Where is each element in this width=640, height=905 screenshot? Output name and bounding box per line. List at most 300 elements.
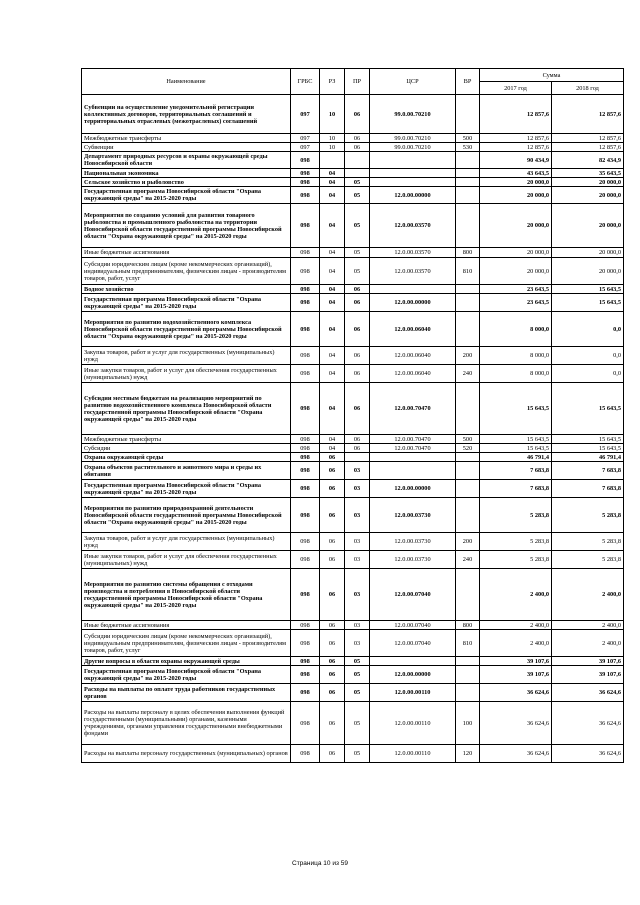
cell-grbs: 098 (291, 347, 320, 365)
cell-sum-2017: 12 857,6 (480, 143, 552, 152)
cell-pr: 05 (345, 187, 370, 204)
cell-rz: 04 (320, 383, 345, 435)
cell-vr (456, 152, 480, 169)
cell-rz: 04 (320, 285, 345, 294)
cell-sum-2018: 12 857,6 (552, 134, 624, 143)
cell-vr (456, 383, 480, 435)
cell-csr (370, 169, 456, 178)
cell-sum-2017: 36 624,6 (480, 745, 552, 763)
cell-sum-2017: 20 000,0 (480, 178, 552, 187)
cell-sum-2018: 20 000,0 (552, 187, 624, 204)
cell-csr: 12.0.00.07040 (370, 630, 456, 657)
cell-grbs: 098 (291, 630, 320, 657)
cell-pr: 06 (345, 143, 370, 152)
cell-name: Охрана окружающей среды (82, 453, 291, 462)
cell-csr: 12.0.00.00000 (370, 294, 456, 312)
table-row (82, 294, 624, 312)
cell-rz: 04 (320, 365, 345, 383)
cell-rz: 04 (320, 178, 345, 187)
cell-sum-2018: 20 000,0 (552, 248, 624, 258)
header-vr: ВР (456, 69, 480, 95)
cell-name: Государственная программа Новосибирской области "Охрана окружающей среды" на 2015-2020 годы (82, 294, 291, 312)
table-row (82, 204, 624, 248)
cell-rz: 06 (320, 630, 345, 657)
table-row (82, 169, 624, 178)
cell-pr: 05 (345, 204, 370, 248)
cell-sum-2018: 35 643,5 (552, 169, 624, 178)
cell-pr: 03 (345, 630, 370, 657)
cell-grbs: 098 (291, 383, 320, 435)
header-pr: ПР (345, 69, 370, 95)
table-row (82, 702, 624, 745)
cell-csr: 12.0.00.00000 (370, 480, 456, 498)
cell-name: Субсидии местным бюджетам на реализацию мероприятий по развитию водохозяйственного комплекса Новосибирской области государственной программы Новосибирской области "Охрана окружающей среды" на 2015-2020 годы (82, 383, 291, 435)
header-2018: 2018 год (552, 82, 624, 95)
cell-sum-2017: 5 283,8 (480, 533, 552, 551)
cell-rz: 06 (320, 657, 345, 666)
cell-rz: 06 (320, 666, 345, 684)
table-row (82, 630, 624, 657)
cell-pr: 03 (345, 551, 370, 569)
cell-csr: 12.0.00.03730 (370, 551, 456, 569)
cell-vr (456, 285, 480, 294)
cell-sum-2017: 20 000,0 (480, 248, 552, 258)
cell-rz: 06 (320, 498, 345, 533)
cell-sum-2018: 2 400,0 (552, 630, 624, 657)
cell-grbs: 098 (291, 462, 320, 480)
cell-sum-2017: 12 857,6 (480, 95, 552, 134)
cell-sum-2017: 39 107,6 (480, 657, 552, 666)
cell-sum-2017: 15 643,5 (480, 444, 552, 453)
cell-sum-2017: 36 624,6 (480, 684, 552, 702)
cell-sum-2017: 46 791,4 (480, 453, 552, 462)
cell-sum-2018: 36 624,6 (552, 702, 624, 745)
cell-sum-2017: 12 857,6 (480, 134, 552, 143)
cell-csr: 12.0.00.70470 (370, 383, 456, 435)
cell-grbs: 098 (291, 745, 320, 763)
cell-pr: 06 (345, 134, 370, 143)
cell-csr: 12.0.00.00110 (370, 745, 456, 763)
cell-rz: 06 (320, 621, 345, 630)
cell-csr: 99.0.00.70210 (370, 95, 456, 134)
cell-sum-2017: 5 283,8 (480, 498, 552, 533)
cell-name: Другие вопросы в области охраны окружающей среды (82, 657, 291, 666)
cell-sum-2018: 15 643,5 (552, 294, 624, 312)
table-row (82, 533, 624, 551)
cell-sum-2018: 15 643,5 (552, 435, 624, 444)
cell-csr (370, 657, 456, 666)
cell-pr: 06 (345, 95, 370, 134)
cell-name: Мероприятия по созданию условий для развития товарного рыболовства и промышленного рыболовства на территории Новосибирской области государственной программы Новосибирской области "Охрана окружающей среды" на 2015-2020 годы (82, 204, 291, 248)
cell-sum-2017: 23 643,5 (480, 294, 552, 312)
cell-sum-2018: 5 283,8 (552, 498, 624, 533)
cell-csr: 12.0.00.06040 (370, 365, 456, 383)
cell-sum-2017: 2 400,0 (480, 630, 552, 657)
cell-sum-2018: 15 643,5 (552, 285, 624, 294)
cell-pr: 05 (345, 258, 370, 285)
cell-name: Закупка товаров, работ и услуг для государственных (муниципальных) нужд (82, 533, 291, 551)
cell-name: Расходы на выплаты персоналу государственных (муниципальных) органов (82, 745, 291, 763)
cell-sum-2017: 20 000,0 (480, 204, 552, 248)
cell-sum-2018: 5 283,8 (552, 533, 624, 551)
cell-grbs: 098 (291, 551, 320, 569)
cell-vr (456, 666, 480, 684)
cell-name: Закупка товаров, работ и услуг для государственных (муниципальных) нужд (82, 347, 291, 365)
cell-grbs: 098 (291, 444, 320, 453)
cell-grbs: 098 (291, 365, 320, 383)
cell-sum-2017: 2 400,0 (480, 621, 552, 630)
cell-vr: 800 (456, 621, 480, 630)
cell-vr: 520 (456, 444, 480, 453)
cell-rz: 10 (320, 134, 345, 143)
cell-sum-2017: 43 643,5 (480, 169, 552, 178)
cell-name: Государственная программа Новосибирской области "Охрана окружающей среды" на 2015-2020 годы (82, 666, 291, 684)
header-name: Наименование (82, 69, 291, 95)
table-row (82, 187, 624, 204)
table-row (82, 657, 624, 666)
cell-rz: 04 (320, 347, 345, 365)
cell-rz: 06 (320, 684, 345, 702)
cell-sum-2017: 7 683,8 (480, 462, 552, 480)
cell-name: Субвенции (82, 143, 291, 152)
cell-sum-2018: 12 857,6 (552, 143, 624, 152)
cell-grbs: 098 (291, 621, 320, 630)
cell-pr (345, 152, 370, 169)
table-row (82, 95, 624, 134)
header-sum: Сумма (480, 69, 624, 82)
cell-csr: 12.0.00.07040 (370, 621, 456, 630)
cell-sum-2017: 90 434,9 (480, 152, 552, 169)
cell-rz: 04 (320, 444, 345, 453)
cell-grbs: 098 (291, 533, 320, 551)
cell-pr: 03 (345, 498, 370, 533)
cell-vr: 810 (456, 258, 480, 285)
cell-rz: 04 (320, 312, 345, 347)
cell-pr: 06 (345, 347, 370, 365)
cell-vr (456, 684, 480, 702)
table-row (82, 258, 624, 285)
table-row (82, 453, 624, 462)
cell-name: Субсидии юридическим лицам (кроме некоммерческих организаций), индивидуальным предпринимателям, физическим лицам - производителям товаров, работ, услуг (82, 258, 291, 285)
cell-vr (456, 294, 480, 312)
cell-vr (456, 498, 480, 533)
cell-vr (456, 169, 480, 178)
budget-table-container (81, 68, 623, 763)
cell-sum-2018: 39 107,6 (552, 666, 624, 684)
cell-pr: 06 (345, 435, 370, 444)
cell-sum-2018: 82 434,9 (552, 152, 624, 169)
cell-name: Мероприятия по развитию водохозяйственного комплекса Новосибирской области государственной программы Новосибирской области "Охрана окружающей среды" на 2015-2020 годы (82, 312, 291, 347)
cell-vr: 100 (456, 702, 480, 745)
cell-rz: 04 (320, 258, 345, 285)
cell-sum-2018: 0,0 (552, 347, 624, 365)
table-row (82, 684, 624, 702)
cell-rz: 10 (320, 95, 345, 134)
cell-csr: 99.0.00.70210 (370, 143, 456, 152)
cell-csr (370, 152, 456, 169)
cell-grbs: 098 (291, 294, 320, 312)
cell-rz: 06 (320, 480, 345, 498)
cell-name: Иные закупки товаров, работ и услуг для обеспечения государственных (муниципальных) нужд (82, 365, 291, 383)
cell-csr (370, 178, 456, 187)
cell-vr (456, 187, 480, 204)
cell-sum-2017: 15 643,5 (480, 383, 552, 435)
cell-csr: 12.0.00.06040 (370, 312, 456, 347)
cell-grbs: 098 (291, 666, 320, 684)
cell-name: Водное хозяйство (82, 285, 291, 294)
cell-vr (456, 204, 480, 248)
cell-vr: 200 (456, 347, 480, 365)
cell-sum-2018: 2 400,0 (552, 621, 624, 630)
cell-sum-2017: 39 107,6 (480, 666, 552, 684)
cell-vr: 240 (456, 551, 480, 569)
cell-sum-2018: 0,0 (552, 365, 624, 383)
cell-grbs: 098 (291, 285, 320, 294)
cell-csr: 12.0.00.03730 (370, 498, 456, 533)
cell-sum-2018: 15 643,5 (552, 383, 624, 435)
cell-sum-2018: 46 791,4 (552, 453, 624, 462)
cell-grbs: 097 (291, 134, 320, 143)
cell-vr (456, 95, 480, 134)
cell-grbs: 098 (291, 498, 320, 533)
cell-name: Расходы на выплаты по оплате труда работников государственных органов (82, 684, 291, 702)
cell-name: Субсидии юридическим лицам (кроме некоммерческих организаций), индивидуальным предпринимателям, физическим лицам - производителям товаров, работ, услуг (82, 630, 291, 657)
cell-sum-2018: 12 857,6 (552, 95, 624, 134)
cell-grbs: 098 (291, 204, 320, 248)
cell-sum-2017: 23 643,5 (480, 285, 552, 294)
cell-sum-2018: 20 000,0 (552, 258, 624, 285)
header-grbs: ГРБС (291, 69, 320, 95)
cell-pr: 03 (345, 480, 370, 498)
table-row (82, 498, 624, 533)
table-row (82, 462, 624, 480)
cell-rz: 04 (320, 204, 345, 248)
cell-csr: 12.0.00.03570 (370, 258, 456, 285)
cell-csr (370, 285, 456, 294)
cell-vr: 810 (456, 630, 480, 657)
cell-grbs: 098 (291, 169, 320, 178)
cell-sum-2018: 15 643,5 (552, 444, 624, 453)
cell-sum-2017: 20 000,0 (480, 187, 552, 204)
cell-name: Межбюджетные трансферты (82, 435, 291, 444)
cell-grbs: 098 (291, 480, 320, 498)
cell-sum-2017: 8 000,0 (480, 365, 552, 383)
cell-grbs: 098 (291, 569, 320, 621)
cell-pr: 06 (345, 312, 370, 347)
cell-grbs: 098 (291, 657, 320, 666)
cell-sum-2017: 20 000,0 (480, 258, 552, 285)
cell-sum-2017: 7 683,8 (480, 480, 552, 498)
table-row (82, 666, 624, 684)
cell-rz: 06 (320, 533, 345, 551)
cell-csr: 12.0.00.07040 (370, 569, 456, 621)
cell-grbs: 098 (291, 152, 320, 169)
cell-pr: 03 (345, 462, 370, 480)
cell-vr (456, 312, 480, 347)
cell-rz: 04 (320, 294, 345, 312)
cell-name: Расходы на выплаты персоналу в целях обеспечения выполнения функций государственными (муниципальными) органами, казенными учреждениями, органами управления государственными внебюджетными фондами (82, 702, 291, 745)
cell-vr (456, 569, 480, 621)
cell-grbs: 098 (291, 248, 320, 258)
budget-table (81, 68, 624, 763)
table-row (82, 178, 624, 187)
cell-csr (370, 462, 456, 480)
cell-sum-2018: 20 000,0 (552, 178, 624, 187)
cell-rz: 06 (320, 453, 345, 462)
cell-vr (456, 657, 480, 666)
cell-grbs: 098 (291, 187, 320, 204)
cell-pr (345, 169, 370, 178)
cell-csr: 12.0.00.00000 (370, 666, 456, 684)
cell-name: Межбюджетные трансферты (82, 134, 291, 143)
cell-name: Государственная программа Новосибирской области "Охрана окружающей среды" на 2015-2020 годы (82, 187, 291, 204)
table-row (82, 745, 624, 763)
cell-grbs: 097 (291, 95, 320, 134)
table-row (82, 551, 624, 569)
cell-vr: 800 (456, 248, 480, 258)
cell-rz: 04 (320, 435, 345, 444)
cell-pr: 06 (345, 285, 370, 294)
cell-rz: 04 (320, 187, 345, 204)
table-row (82, 152, 624, 169)
cell-name: Национальная экономика (82, 169, 291, 178)
cell-name: Иные закупки товаров, работ и услуг для обеспечения государственных (муниципальных) нужд (82, 551, 291, 569)
table-row (82, 435, 624, 444)
table-row (82, 347, 624, 365)
cell-csr: 12.0.00.70470 (370, 435, 456, 444)
cell-vr: 530 (456, 143, 480, 152)
cell-vr: 500 (456, 435, 480, 444)
cell-grbs: 098 (291, 702, 320, 745)
cell-rz: 04 (320, 169, 345, 178)
cell-csr: 99.0.00.70210 (370, 134, 456, 143)
cell-rz: 06 (320, 551, 345, 569)
cell-sum-2018: 7 683,8 (552, 462, 624, 480)
cell-vr (456, 480, 480, 498)
cell-pr: 05 (345, 702, 370, 745)
header-2017: 2017 год (480, 82, 552, 95)
table-row (82, 285, 624, 294)
table-row (82, 569, 624, 621)
cell-sum-2018: 2 400,0 (552, 569, 624, 621)
cell-sum-2017: 8 000,0 (480, 347, 552, 365)
cell-sum-2018: 39 107,6 (552, 657, 624, 666)
cell-grbs: 098 (291, 258, 320, 285)
cell-rz: 10 (320, 143, 345, 152)
cell-sum-2017: 2 400,0 (480, 569, 552, 621)
cell-grbs: 098 (291, 178, 320, 187)
cell-name: Субсидии (82, 444, 291, 453)
cell-pr: 03 (345, 569, 370, 621)
cell-rz: 06 (320, 702, 345, 745)
cell-csr: 12.0.00.06040 (370, 347, 456, 365)
cell-sum-2017: 8 000,0 (480, 312, 552, 347)
cell-rz: 04 (320, 248, 345, 258)
cell-pr: 05 (345, 178, 370, 187)
cell-name: Сельское хозяйство и рыболовство (82, 178, 291, 187)
table-row (82, 383, 624, 435)
table-row (82, 480, 624, 498)
cell-name: Охрана объектов растительного и животного мира и среды их обитания (82, 462, 291, 480)
cell-sum-2017: 5 283,8 (480, 551, 552, 569)
cell-pr: 05 (345, 248, 370, 258)
cell-name: Субвенции на осуществление уведомительной регистрации коллективных договоров, территориальных соглашений и территориальных отраслевых (межотраслевых) соглашений (82, 95, 291, 134)
cell-rz: 06 (320, 745, 345, 763)
cell-sum-2017: 15 643,5 (480, 435, 552, 444)
cell-vr: 200 (456, 533, 480, 551)
table-body (82, 95, 624, 763)
cell-sum-2018: 20 000,0 (552, 204, 624, 248)
page-number: Страница 10 из 59 (292, 860, 348, 867)
cell-sum-2018: 36 624,6 (552, 745, 624, 763)
cell-name: Мероприятия по развитию природоохранной деятельности Новосибирской области государственной программы Новосибирской области "Охрана окружающей среды" на 2015-2020 годы (82, 498, 291, 533)
cell-sum-2018: 5 283,8 (552, 551, 624, 569)
cell-csr: 12.0.00.00110 (370, 702, 456, 745)
table-row (82, 134, 624, 143)
cell-grbs: 098 (291, 684, 320, 702)
table-row (82, 312, 624, 347)
header-rz: РЗ (320, 69, 345, 95)
cell-vr: 120 (456, 745, 480, 763)
cell-pr: 05 (345, 657, 370, 666)
cell-pr: 03 (345, 533, 370, 551)
cell-pr: 06 (345, 383, 370, 435)
table-row (82, 248, 624, 258)
cell-csr (370, 453, 456, 462)
cell-pr: 05 (345, 745, 370, 763)
table-row (82, 143, 624, 152)
cell-pr: 06 (345, 444, 370, 453)
cell-pr: 03 (345, 621, 370, 630)
cell-csr: 12.0.00.03570 (370, 248, 456, 258)
cell-pr: 06 (345, 294, 370, 312)
cell-name: Департамент природных ресурсов и охраны окружающей среды Новосибирской области (82, 152, 291, 169)
cell-grbs: 098 (291, 453, 320, 462)
cell-pr (345, 453, 370, 462)
cell-name: Иные бюджетные ассигнования (82, 621, 291, 630)
table-row (82, 444, 624, 453)
cell-pr: 06 (345, 365, 370, 383)
cell-csr: 12.0.00.03730 (370, 533, 456, 551)
cell-csr: 12.0.00.00000 (370, 187, 456, 204)
cell-pr: 05 (345, 684, 370, 702)
header-csr: ЦСР (370, 69, 456, 95)
cell-rz: 06 (320, 462, 345, 480)
cell-sum-2018: 36 624,6 (552, 684, 624, 702)
cell-sum-2018: 0,0 (552, 312, 624, 347)
cell-rz: 06 (320, 569, 345, 621)
cell-vr: 500 (456, 134, 480, 143)
cell-pr: 05 (345, 666, 370, 684)
cell-vr (456, 462, 480, 480)
table-row (82, 621, 624, 630)
cell-csr: 12.0.00.03570 (370, 204, 456, 248)
cell-vr (456, 453, 480, 462)
cell-grbs: 098 (291, 312, 320, 347)
cell-csr: 12.0.00.00110 (370, 684, 456, 702)
cell-name: Иные бюджетные ассигнования (82, 248, 291, 258)
cell-vr (456, 178, 480, 187)
cell-csr: 12.0.00.70470 (370, 444, 456, 453)
table-row (82, 365, 624, 383)
cell-name: Государственная программа Новосибирской области "Охрана окружающей среды" на 2015-2020 годы (82, 480, 291, 498)
cell-vr: 240 (456, 365, 480, 383)
cell-rz (320, 152, 345, 169)
cell-sum-2017: 36 624,6 (480, 702, 552, 745)
cell-sum-2018: 7 683,8 (552, 480, 624, 498)
cell-grbs: 098 (291, 435, 320, 444)
cell-name: Мероприятия по развитию системы обращения с отходами производства и потребления в Новосибирской области государственной программы Новосибирской области "Охрана окружающей среды" на 2015-2020 годы (82, 569, 291, 621)
